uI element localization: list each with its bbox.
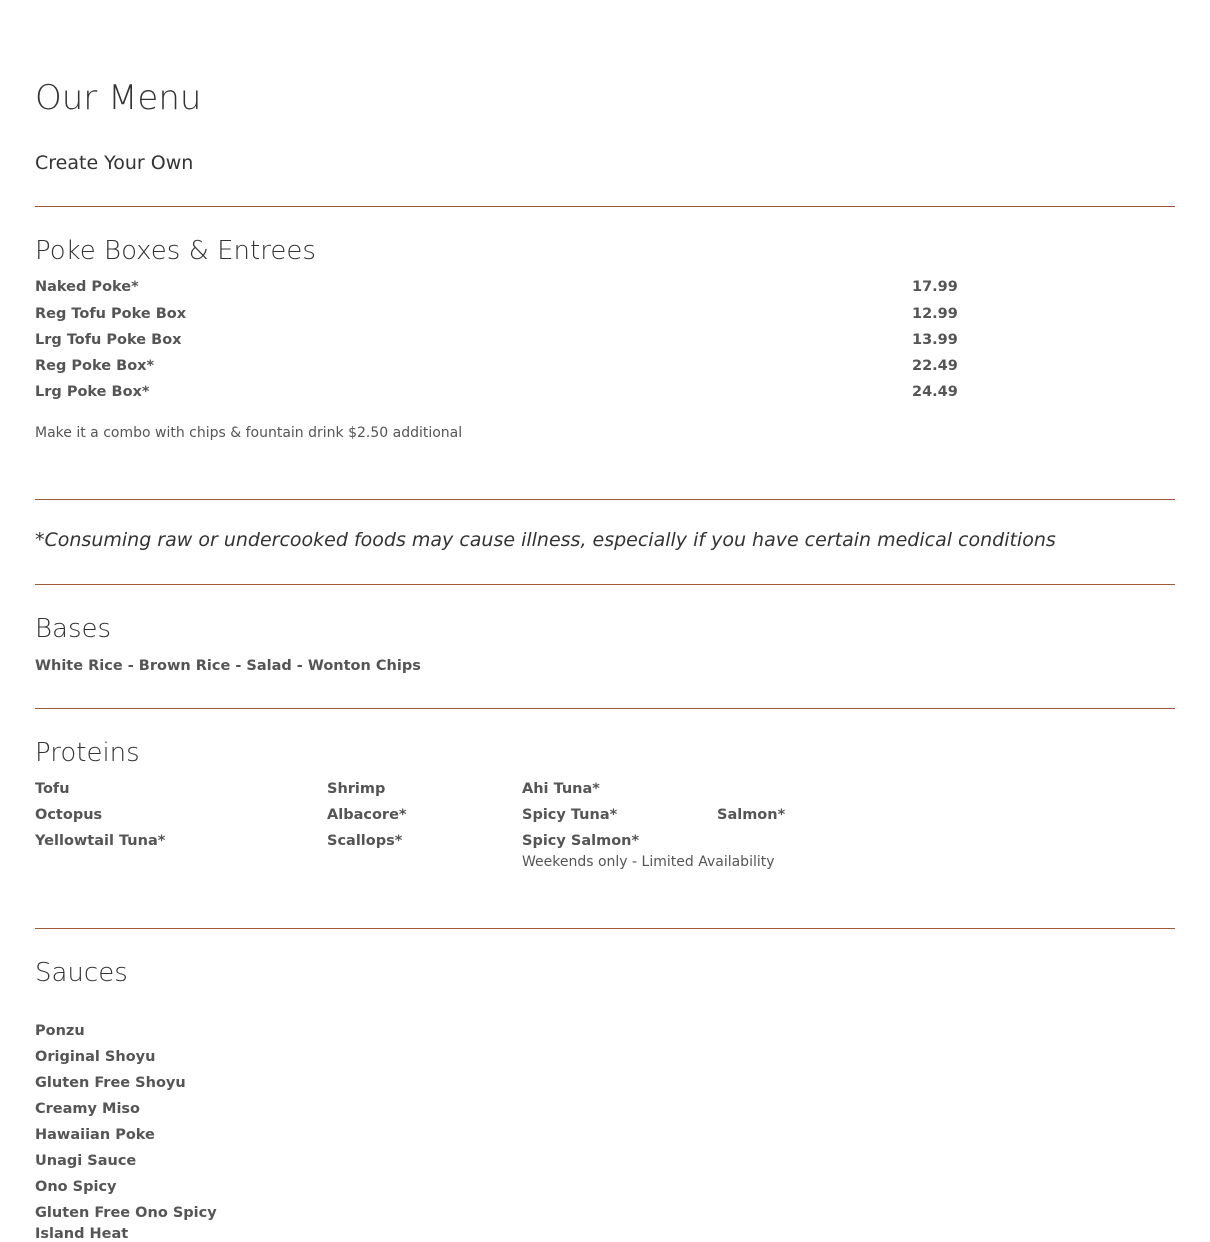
section-heading-proteins: Proteins <box>35 738 140 768</box>
page-title: Our Menu <box>35 78 202 118</box>
divider <box>35 928 1175 929</box>
sauce-item: Ponzu <box>35 1023 85 1039</box>
protein-item: Tofu <box>35 781 70 797</box>
protein-item: Salmon* <box>717 807 786 823</box>
protein-item: Spicy Tuna* <box>522 807 618 823</box>
combo-note: Make it a combo with chips & fountain drink $2.50 additional <box>35 425 463 441</box>
section-heading-sauces: Sauces <box>35 958 128 988</box>
section-heading-poke-boxes: Poke Boxes & Entrees <box>35 236 316 266</box>
menu-item-price: 13.99 <box>912 332 958 348</box>
menu-item-price: 24.49 <box>912 384 958 400</box>
sauce-item: Hawaiian Poke <box>35 1127 155 1143</box>
bases-list: White Rice - Brown Rice - Salad - Wonton Chips <box>35 658 421 674</box>
divider <box>35 206 1175 207</box>
sauce-item: Gluten Free Shoyu <box>35 1075 186 1091</box>
sauce-item: Gluten Free Ono Spicy <box>35 1205 217 1221</box>
menu-item-name: Lrg Tofu Poke Box <box>35 332 182 348</box>
protein-item: Scallops* <box>327 833 403 849</box>
protein-item: Octopus <box>35 807 103 823</box>
menu-item-name: Reg Poke Box* <box>35 358 155 374</box>
protein-item: Ahi Tuna* <box>522 781 600 797</box>
sauce-item: Island Heat <box>35 1226 129 1242</box>
page-subtitle: Create Your Own <box>35 152 194 174</box>
protein-item: Shrimp <box>327 781 386 797</box>
menu-item-price: 17.99 <box>912 279 958 295</box>
availability-note: Weekends only - Limited Availability <box>522 854 775 870</box>
sauce-item: Unagi Sauce <box>35 1153 137 1169</box>
protein-item: Albacore* <box>327 807 407 823</box>
divider <box>35 499 1175 500</box>
menu-item-price: 22.49 <box>912 358 958 374</box>
section-heading-bases: Bases <box>35 614 112 644</box>
raw-food-disclaimer: *Consuming raw or undercooked foods may cause illness, especially if you have certain medical conditions <box>35 529 1056 551</box>
menu-item-name: Naked Poke* <box>35 279 139 295</box>
divider <box>35 708 1175 709</box>
menu-item-price: 12.99 <box>912 306 958 322</box>
protein-item: Spicy Salmon* <box>522 833 640 849</box>
sauce-item: Original Shoyu <box>35 1049 156 1065</box>
menu-item-name: Lrg Poke Box* <box>35 384 150 400</box>
menu-item-name: Reg Tofu Poke Box <box>35 306 187 322</box>
sauce-item: Ono Spicy <box>35 1179 117 1195</box>
divider <box>35 584 1175 585</box>
protein-item: Yellowtail Tuna* <box>35 833 166 849</box>
sauce-item: Creamy Miso <box>35 1101 141 1117</box>
